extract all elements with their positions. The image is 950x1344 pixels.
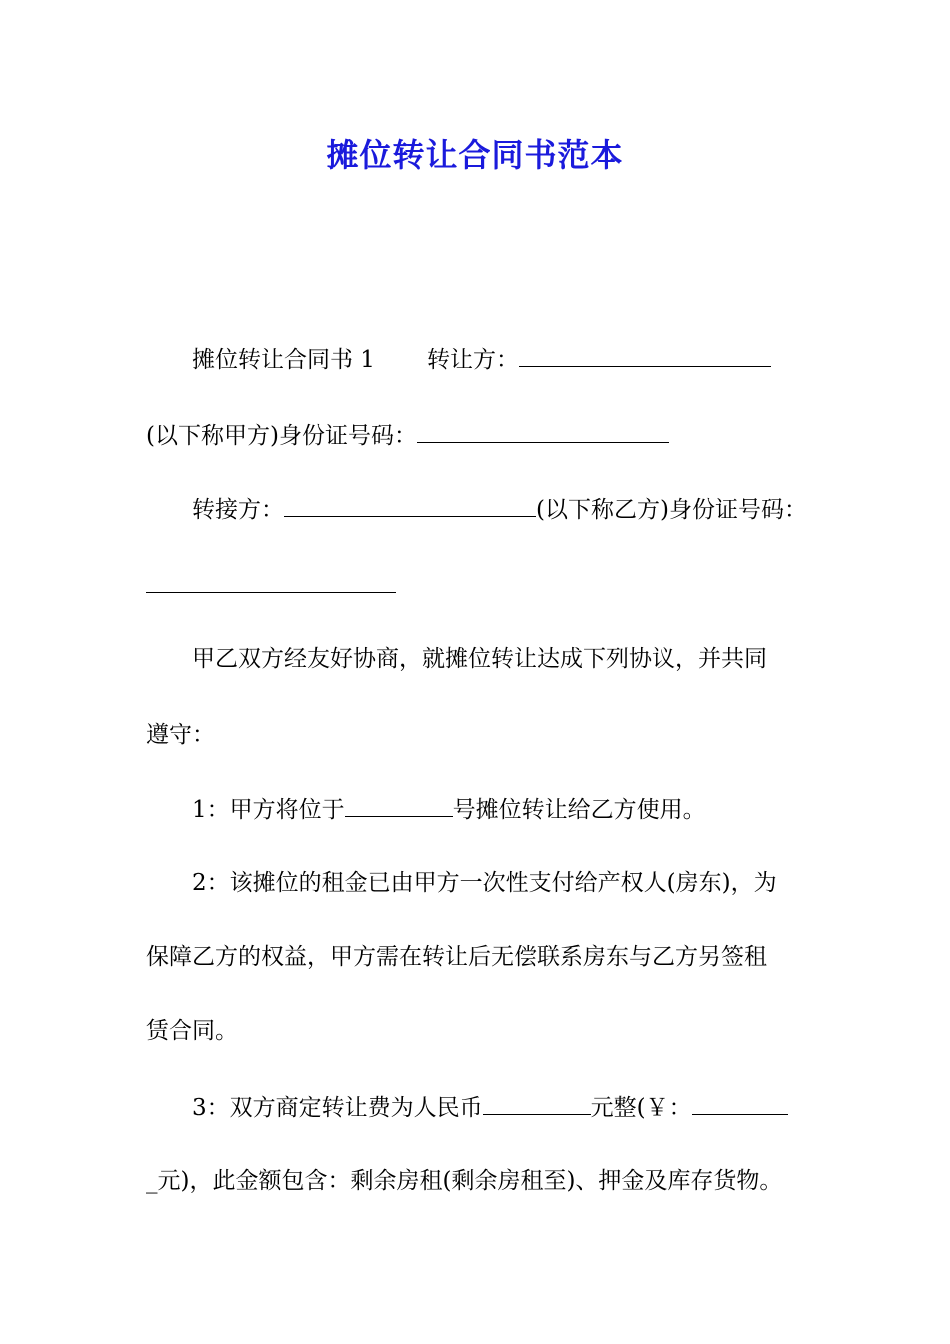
transferor-blank[interactable] [519,344,771,367]
clause-3-cont: _元)，此金额包含：剩余房租(剩余房租至)、押金及库存货物。 [146,1168,783,1194]
party-a-id-blank[interactable] [417,420,669,443]
clause-1-suffix: 号摊位转让给乙方使用。 [452,797,706,823]
transferee-blank[interactable] [284,494,536,517]
party-b-id-blank[interactable] [146,570,396,593]
clause-2-cont-2: 赁合同。 [146,1018,238,1044]
transferee-line [192,494,816,525]
clause-3-prefix: 3：双方商定转让费为人民币 [192,1095,483,1121]
transferee-label: 转接方： [192,497,284,523]
clause-1-line [192,794,816,825]
clause-2-line: 2：该摊位的租金已由甲方一次性支付给产权人(房东)，为 [192,870,777,896]
party-b-id-label: (以下称乙方)身份证号码： [536,497,807,523]
clause-3-mid: 元整(￥： [590,1095,692,1121]
party-b-id-line [146,570,816,601]
contract-heading-line [192,344,816,375]
clause-1-prefix: 1：甲方将位于 [192,797,345,823]
party-a-id-line [146,420,816,451]
clause-2-cont-1: 保障乙方的权益，甲方需在转让后无偿联系房东与乙方另签租 [146,944,767,970]
clause-3-line [192,1092,816,1123]
agreement-intro-line: 甲乙双方经友好协商，就摊位转让达成下列协议，并共同 [192,646,767,672]
party-a-id-label: (以下称甲方)身份证号码： [146,423,417,449]
agreement-intro-cont: 遵守： [146,722,215,748]
document-title: 摊位转让合同书范本 [326,136,624,174]
transferor-label: 转让方： [426,347,519,373]
fee-number-blank[interactable] [692,1092,788,1115]
stall-number-blank[interactable] [345,794,453,817]
contract-number: 摊位转让合同书 1 [192,347,375,373]
fee-amount-blank[interactable] [483,1092,591,1115]
